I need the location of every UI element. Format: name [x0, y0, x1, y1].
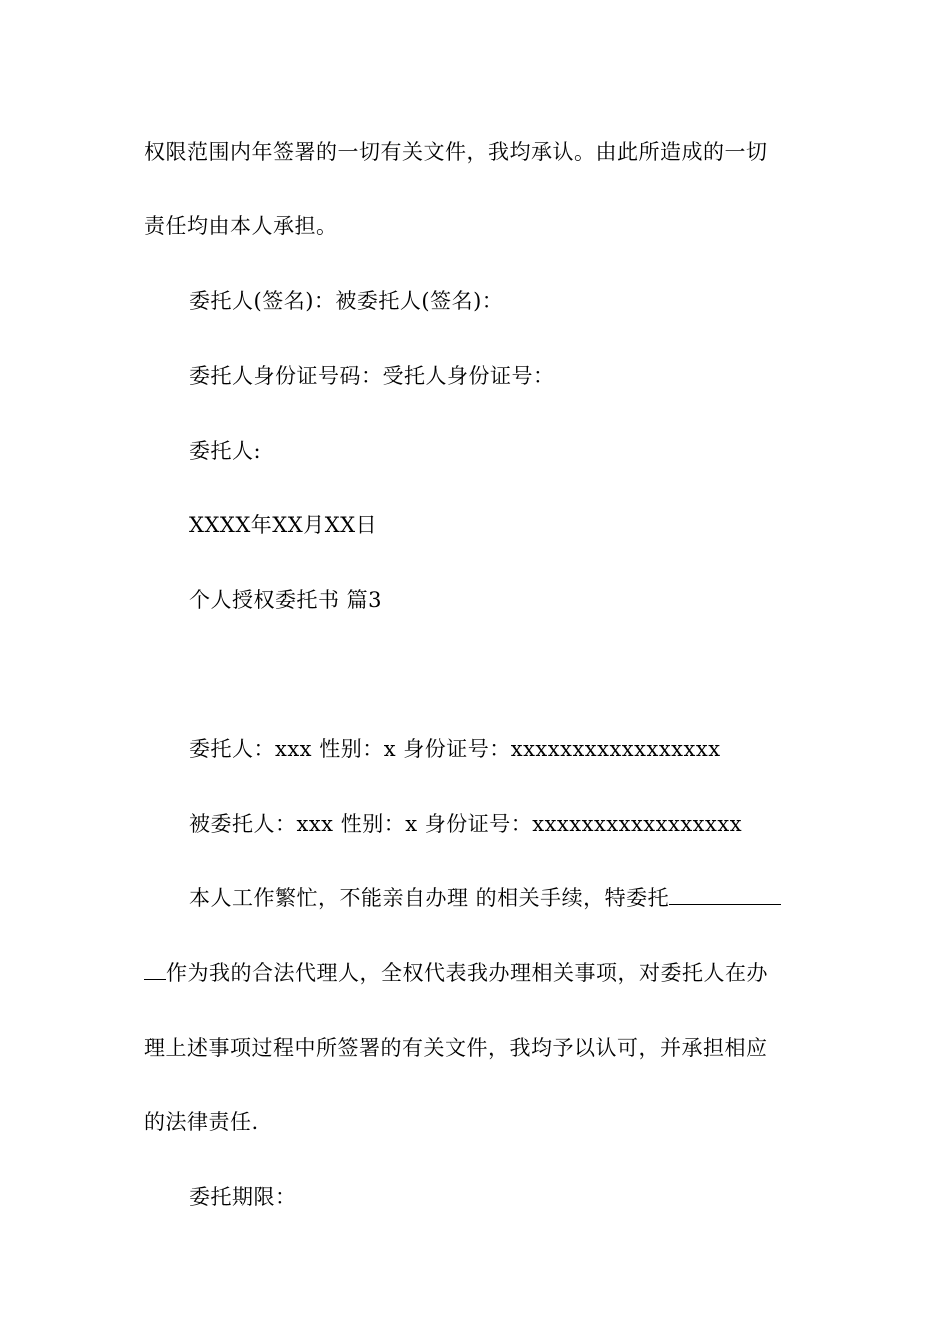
section-heading: 个人授权委托书 篇3 [189, 588, 383, 612]
paragraph-line: 责任均由本人承担。 [144, 214, 338, 238]
term-line: 委托期限： [189, 1185, 297, 1209]
agent-info-line: 被委托人：xxx 性别：x 身份证号：xxxxxxxxxxxxxxxxx [189, 812, 743, 836]
paragraph-line [144, 958, 810, 988]
principal-info-line: 委托人：xxx 性别：x 身份证号：xxxxxxxxxxxxxxxxx [189, 737, 721, 761]
paragraph-line: 的法律责任. [144, 1110, 259, 1134]
signature-line: 委托人(签名)：被委托人(签名)： [189, 289, 504, 313]
id-number-line: 委托人身份证号码：受托人身份证号： [189, 364, 555, 388]
paragraph-line [189, 883, 855, 913]
date-line: XXXX年XX月XX日 [189, 513, 378, 537]
fill-in-blank [144, 961, 166, 980]
fill-in-blank [669, 886, 781, 905]
paragraph-text: 本人工作繁忙，不能亲自办理 的相关手续，特委托 [189, 886, 670, 910]
paragraph-text: 作为我的合法代理人，全权代表我办理相关事项，对委托人在办 [166, 961, 768, 985]
paragraph-line: 理上述事项过程中所签署的有关文件，我均予以认可，并承担相应 [144, 1036, 768, 1060]
principal-line: 委托人: [189, 439, 262, 463]
paragraph-line: 权限范围内年签署的一切有关文件，我均承认。由此所造成的一切 [144, 140, 768, 164]
